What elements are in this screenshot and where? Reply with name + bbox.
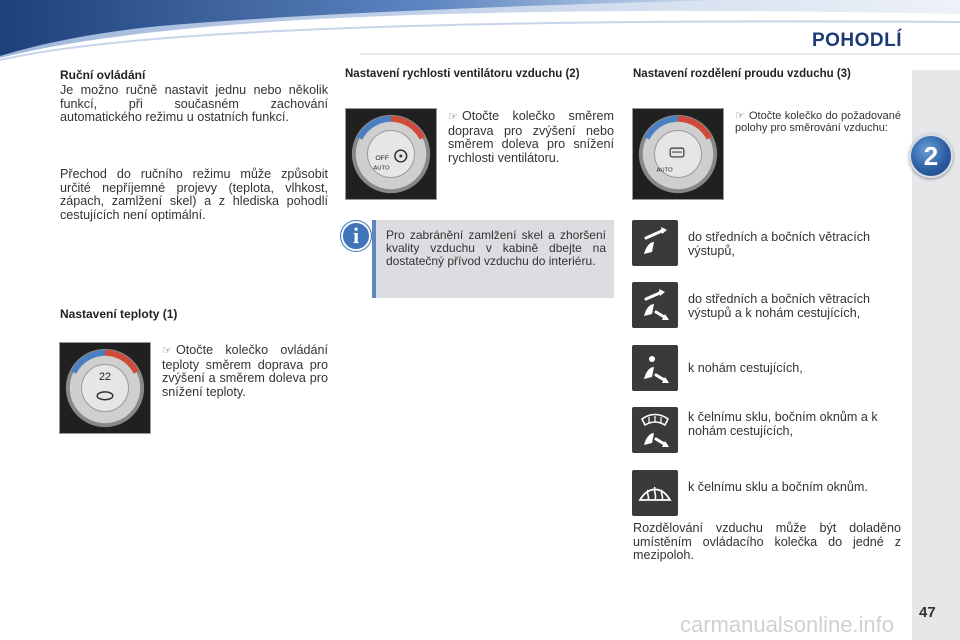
temperature-instruction	[162, 344, 328, 399]
face-vent-icon	[632, 220, 678, 266]
temperature-value-label: 22	[99, 371, 111, 384]
distribution-instruction	[735, 110, 901, 134]
face-and-feet-vent-icon	[632, 282, 678, 328]
temperature-instruction-text: Otočte kolečko ovládání teploty směrem doprava pro zvýšení a směrem doleva pro snížení teploty.	[162, 343, 328, 399]
fan-knob-image	[345, 108, 437, 200]
distribution-auto-label: AUTO	[656, 167, 673, 174]
section-title: POHODLÍ	[811, 30, 902, 51]
distribution-option-1: do středních a bočních větracích výstupů,	[688, 230, 871, 258]
fan-off-label: OFF	[375, 154, 390, 162]
distribution-option-4: k čelnímu sklu, bočním oknům a k nohám cestujících,	[688, 410, 878, 438]
fan-instruction-text: Otočte kolečko směrem doprava pro zvýšení nebo směrem doleva pro snížení rychlosti ventilátoru.	[448, 109, 614, 165]
distribution-note: Rozdělování vzduchu může být doladěno umístěním ovládacího kolečka do jedné z mezipoloh.	[633, 521, 901, 562]
feet-vent-icon	[632, 345, 678, 391]
distribution-option-2: do středních a bočních větracích výstupů a k nohám cestujících,	[688, 292, 871, 320]
watermark: carmanualsonline.info	[680, 612, 895, 637]
distribution-instruction-text: Otočte kolečko do požadované polohy pro směrování vzduchu:	[735, 110, 901, 134]
hand-pointer-icon: ☞	[448, 111, 458, 123]
info-text: Pro zabránění zamlžení skel a zhoršení kvality vzduchu v kabině dbejte na dostatečný přívod vzduchu do interiéru.	[386, 228, 606, 268]
temperature-knob-image	[59, 342, 151, 434]
hand-pointer-icon: ☞	[735, 110, 745, 122]
manual-mode-paragraph-1: Je možno ručně nastavit jednu nebo několik funkcí, při současném zachování automatického režimu u ostatních funkcí.	[60, 83, 328, 124]
windshield-defrost-icon	[632, 470, 678, 516]
page-number: 47	[919, 604, 936, 621]
distribution-option-5: k čelnímu sklu a bočním oknům.	[688, 480, 868, 494]
fan-speed-heading: Nastavení rychlosti ventilátoru vzduchu (2)	[345, 68, 580, 80]
chapter-badge: 2	[909, 134, 953, 178]
info-icon: i	[341, 221, 371, 251]
distribution-option-3: k nohám cestujících,	[688, 361, 803, 375]
manual-mode-paragraph-2: Přechod do ručního režimu může způsobit určité nepříjemné projevy (teplota, vlhkost, zápach, zamlžení skel) a z hlediska pohodlí cestujících není optimální.	[60, 167, 328, 222]
windshield-and-feet-vent-icon	[632, 407, 678, 453]
fan-auto-label: AUTO	[373, 165, 390, 172]
manual-mode-heading: Ruční ovládání	[60, 68, 146, 82]
hand-pointer-icon: ☞	[162, 345, 172, 357]
fan-instruction	[448, 110, 614, 165]
distribution-heading: Nastavení rozdělení proudu vzduchu (3)	[633, 68, 851, 80]
distribution-knob-image	[632, 108, 724, 200]
temperature-heading: Nastavení teploty (1)	[60, 307, 178, 321]
